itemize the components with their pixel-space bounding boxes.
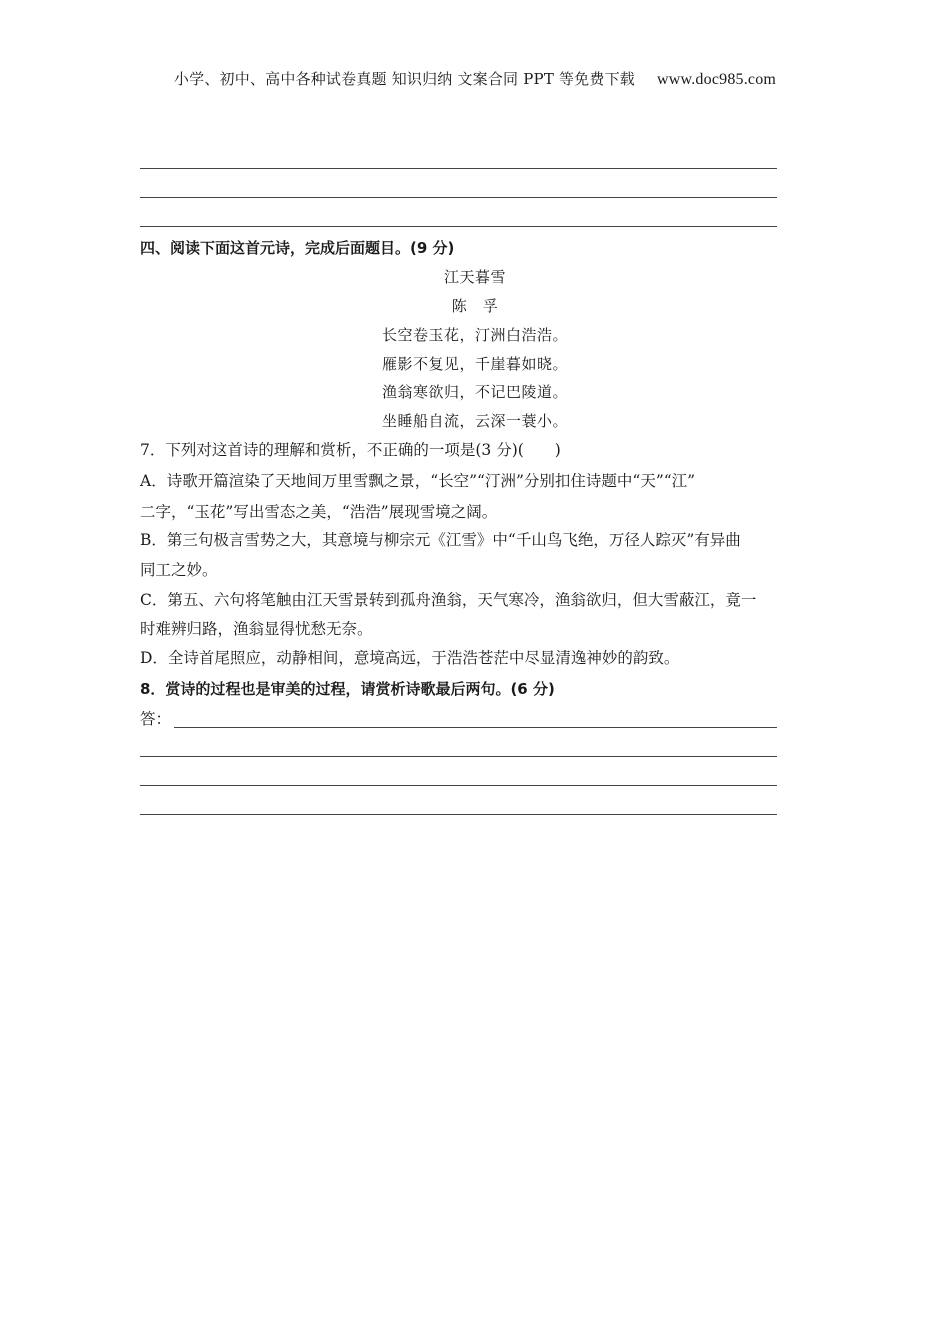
poem-line: 渔翁寒欲归，不记巴陵道。 <box>381 383 568 401</box>
poem-title: 江天暮雪 <box>443 268 506 286</box>
section-heading: 四、阅读下面这首元诗，完成后面题目。(9 分) <box>140 239 455 257</box>
option-a-cont: 二字，“玉花”写出雪态之美，“浩浩”展现雪境之阔。 <box>140 503 498 521</box>
option-c-cont: 时难辨归路，渔翁显得忧愁无奈。 <box>140 620 373 638</box>
answer-line[interactable] <box>140 814 777 815</box>
option-d: D．全诗首尾照应，动静相间，意境高远，于浩浩苍茫中尽显清逸神妙的韵致。 <box>140 649 680 667</box>
header-text: 小学、初中、高中各种试卷真题 知识归纳 文案合同 PPT 等免费下载 <box>173 70 635 88</box>
option-c: C．第五、六句将笔触由江天雪景转到孤舟渔翁，天气寒冷，渔翁欲归，但大雪蔽江，竟一 <box>140 591 757 609</box>
question-8-stem: 8．赏诗的过程也是审美的过程，请赏析诗歌最后两句。(6 分) <box>140 680 555 698</box>
poem-line: 雁影不复见，千崖暮如晓。 <box>381 355 568 373</box>
answer-line <box>140 226 777 227</box>
answer-label: 答： <box>140 710 172 728</box>
option-b: B．第三句极言雪势之大，其意境与柳宗元《江雪》中“千山鸟飞绝，万径人踪灭”有异曲 <box>140 531 741 549</box>
poem-line: 坐睡船自流，云深一蓑小。 <box>381 412 568 430</box>
poem-author: 陈 孚 <box>451 297 499 315</box>
poem-line: 长空卷玉花，汀洲白浩浩。 <box>381 326 568 344</box>
header-site: www.doc985.com <box>657 71 777 88</box>
option-a: A．诗歌开篇渲染了天地间万里雪飘之景，“长空”“汀洲”分别扣住诗题中“天”“江” <box>140 472 696 490</box>
page-header <box>0 68 950 89</box>
answer-line <box>140 168 777 169</box>
answer-line[interactable] <box>174 727 777 728</box>
option-b-cont: 同工之妙。 <box>140 561 218 579</box>
answer-line[interactable] <box>140 785 777 786</box>
answer-line <box>140 197 777 198</box>
question-7-stem: 7．下列对这首诗的理解和赏析，不正确的一项是(3 分)( ) <box>140 441 561 459</box>
answer-line[interactable] <box>140 756 777 757</box>
